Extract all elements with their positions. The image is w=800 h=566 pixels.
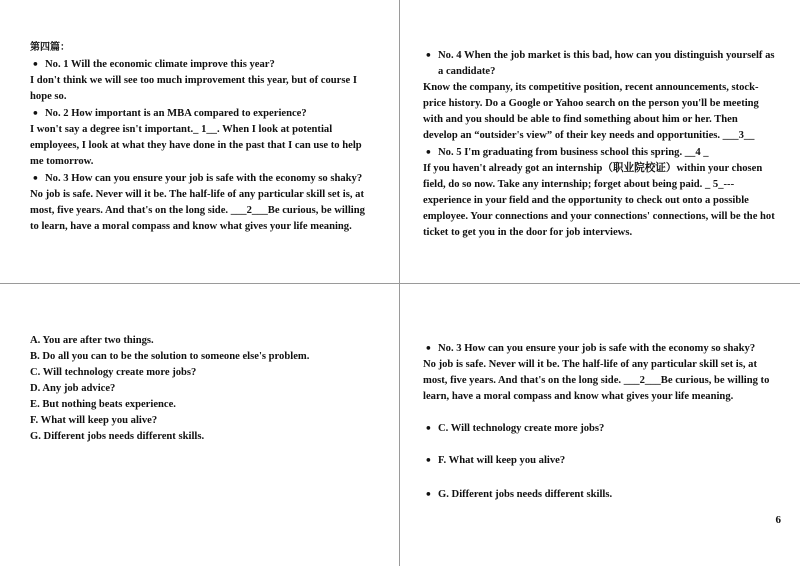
option-e: E. But nothing beats experience. [30,399,176,410]
choice-g: • G. Different jobs needs different skills. [423,487,775,503]
slide-top-right [423,48,775,242]
answer-2: I won't say a degree isn't important._ 1__. When I look at potential employees, I look at what they have done in the past that I can use to help me tomorrow. [30,124,362,167]
option-b: B. Do all you can to be the solution to someone else's problem. [30,351,310,362]
option-d: D. Any job advice? [30,383,116,394]
answer-3: No job is safe. Never will it be. The half-life of any particular skill set is, at most, five years. And that's on the long side. ___2___Be curious, be willing to learn, have a moral compass and know what gives your life meaning. [30,189,365,232]
choice-f: • F. What will keep you alive? [423,453,775,469]
page-number: 6 [775,514,781,526]
option-a: A. You are after two things. [30,335,154,346]
slide-top-left [30,40,370,236]
option-c: C. Will technology create more jobs? [30,367,197,378]
slide-bottom-right [423,341,775,503]
answer-5: If you haven't already got an internship（职业院校证）within your chosen field, do so now. Take any internship; forget about being paid. _ 5_---experience in your field and the opportunity to check out onto a possible employee. Your connections and your connections' connections, will be the hot ticket to get you in the door for job interviews. [423,163,775,238]
slide-bottom-left [30,333,370,445]
question-5: • No. 5 I'm graduating from business school this spring. __4 _ [423,145,775,161]
option-g: G. Different jobs needs different skills. [30,431,205,442]
option-f: F. What will keep you alive? [30,415,158,426]
question-1: • No. 1 Will the economic climate improve this year? [30,57,370,73]
choice-c: • C. Will technology create more jobs? [423,421,775,437]
question-3-repeat: • No. 3 How can you ensure your job is safe with the economy so shaky? [423,341,775,357]
question-4: • No. 4 When the job market is this bad, how can you distinguish yourself as a candidate? [423,48,775,80]
answer-4: Know the company, its competitive position, recent announcements, stock-price history. Do a Google or Yahoo search on the person you'll be meeting with and you should be able to find something about him or her. Then develop an “outsider's view” of their key needs and opportunities. ___3__ [423,82,759,141]
answer-1: I don't think we will see too much improvement this year, but of course I hope so. [30,75,357,102]
question-3: • No. 3 How can you ensure your job is safe with the economy so shaky? [30,171,370,187]
horizontal-divider [0,283,800,284]
question-2: • No. 2 How important is an MBA compared to experience? [30,106,370,122]
answer-3-repeat: No job is safe. Never will it be. The half-life of any particular skill set is, at most, five years. And that's on the long side. ___2___Be curious, be willing to learn, have a moral compass and know what gives your life meaning. [423,359,770,402]
section-heading: 第四篇： [30,42,70,53]
